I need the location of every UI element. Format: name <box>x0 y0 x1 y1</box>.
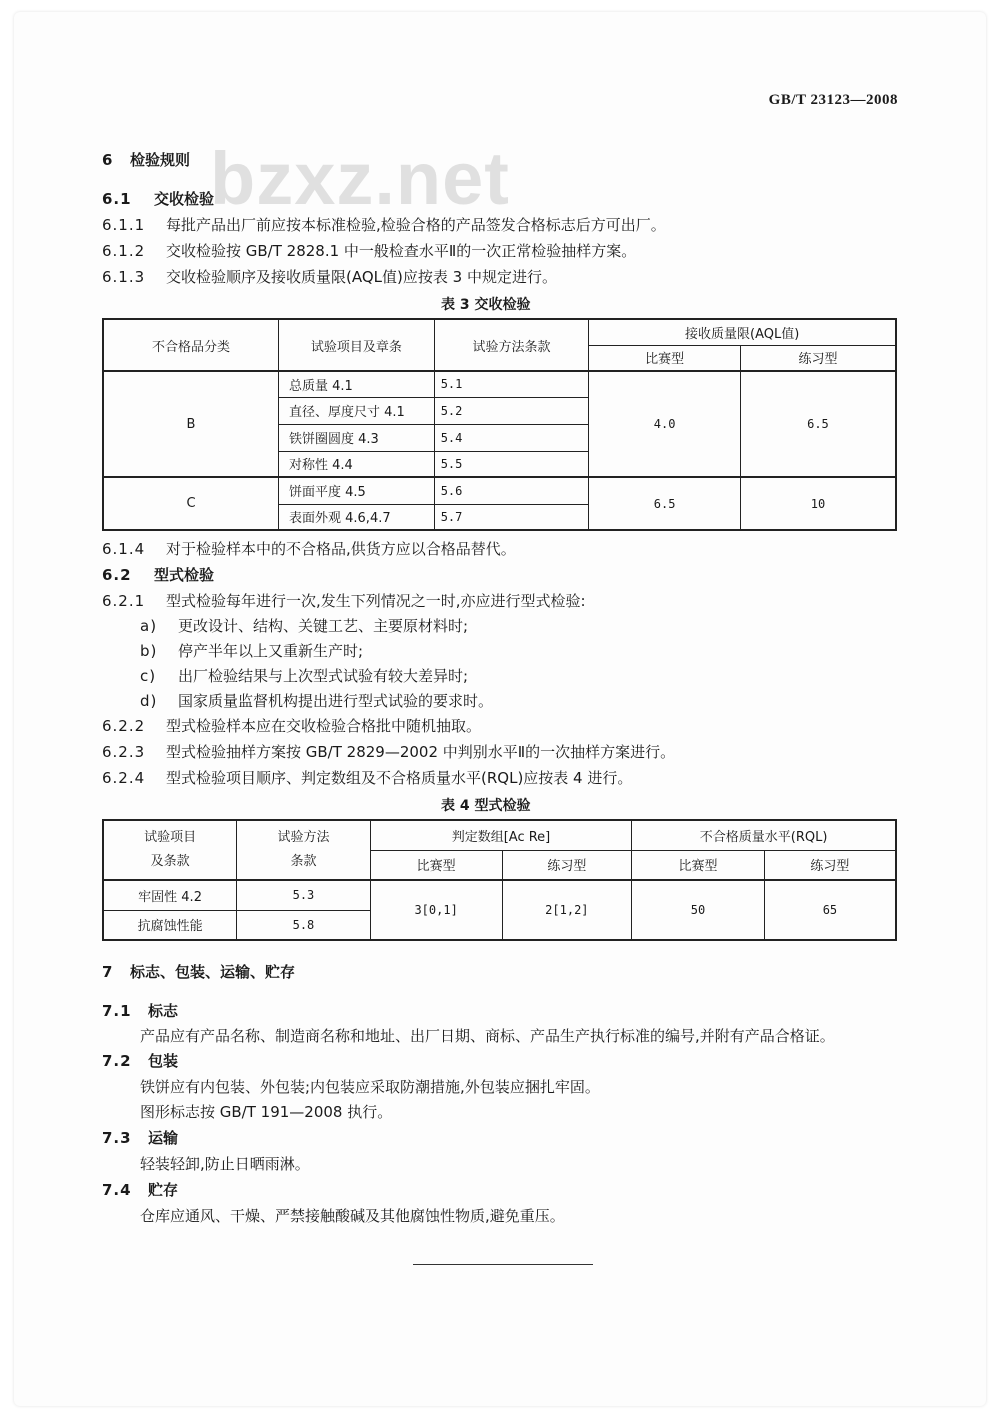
clause-number: 6.1.2 <box>102 242 146 260</box>
section-title: 运输 <box>148 1129 179 1147</box>
rql-competition-cell: 50 <box>632 880 765 940</box>
section-7-4-heading <box>102 1180 178 1200</box>
item-cell: 表面外观 4.6,4.7 <box>279 504 435 530</box>
header-category: 不合格品分类 <box>103 319 279 371</box>
clause-6-1-1 <box>102 215 666 235</box>
section-number: 7.3 <box>102 1129 132 1147</box>
method-cell: 5.5 <box>434 451 589 477</box>
header-method-line2: 条款 <box>290 854 317 869</box>
header-practice-rql: 练习型 <box>764 850 896 880</box>
clause-6-1-4 <box>102 539 516 559</box>
paragraph-7-4: 仓库应通风、干燥、严禁接触酸碱及其他腐蚀性物质,避免重压。 <box>140 1207 565 1225</box>
category-cell: B <box>103 371 279 477</box>
watermark: bzxz.net <box>210 137 510 220</box>
section-number: 7.2 <box>102 1052 132 1070</box>
method-cell: 5.8 <box>237 910 371 940</box>
paragraph-7-2-a: 铁饼应有内包装、外包装;内包装应采取防潮措施,外包装应捆扎牢固。 <box>140 1078 600 1096</box>
table-4 <box>102 819 897 941</box>
list-item-a <box>140 616 468 636</box>
method-cell: 5.7 <box>434 504 589 530</box>
rql-practice-cell: 65 <box>764 880 896 940</box>
header-rql: 不合格质量水平(RQL) <box>632 820 896 850</box>
list-text: 停产半年以上又重新生产时; <box>178 642 364 660</box>
section-number: 6.1 <box>102 190 132 208</box>
clause-text: 对于检验样本中的不合格品,供货方应以合格品替代。 <box>166 540 516 558</box>
clause-number: 6.1.1 <box>102 216 146 234</box>
section-7-2-heading <box>102 1051 178 1071</box>
aql-practice-cell: 10 <box>740 477 896 530</box>
paragraph-7-1: 产品应有产品名称、制造商名称和地址、出厂日期、商标、产品生产执行标准的编号,并附有产品合格证。 <box>140 1027 835 1045</box>
clause-6-1-3 <box>102 267 557 287</box>
clause-6-2-2 <box>102 716 481 736</box>
clause-6-2-1 <box>102 591 586 611</box>
list-text: 国家质量监督机构提出进行型式试验的要求时。 <box>178 692 494 710</box>
header-method <box>237 820 371 880</box>
item-cell: 直径、厚度尺寸 4.1 <box>279 397 435 424</box>
aql-competition-cell: 6.5 <box>589 477 741 530</box>
section-7-1-heading <box>102 1001 178 1021</box>
section-number: 7.4 <box>102 1181 132 1199</box>
category-cell: C <box>103 477 279 530</box>
standard-code: GB/T 23123—2008 <box>768 92 898 108</box>
section-7-heading <box>102 962 295 982</box>
clause-number: 6.2.2 <box>102 717 146 735</box>
clause-text: 型式检验项目顺序、判定数组及不合格质量水平(RQL)应按表 4 进行。 <box>166 769 633 787</box>
list-text: 更改设计、结构、关键工艺、主要原材料时; <box>178 617 469 635</box>
item-cell: 总质量 4.1 <box>279 371 435 397</box>
method-cell: 5.4 <box>434 424 589 451</box>
table-4-caption: 表 4 型式检验 <box>441 798 531 814</box>
clause-number: 6.2.1 <box>102 592 146 610</box>
section-title: 交收检验 <box>154 190 215 208</box>
list-item-b <box>140 641 363 661</box>
method-cell: 5.6 <box>434 477 589 504</box>
clause-6-2-3 <box>102 742 675 762</box>
section-number: 6.2 <box>102 566 132 584</box>
section-title: 贮存 <box>148 1181 179 1199</box>
header-item <box>103 820 237 880</box>
clause-6-2-4 <box>102 768 632 788</box>
section-number: 6 <box>102 151 114 169</box>
section-7-3-heading <box>102 1128 178 1148</box>
header-item: 试验项目及章条 <box>279 319 435 371</box>
item-cell: 饼面平度 4.5 <box>279 477 435 504</box>
clause-6-1-2 <box>102 241 636 261</box>
clause-number: 6.1.4 <box>102 540 146 558</box>
header-practice: 练习型 <box>740 345 896 371</box>
header-judgment: 判定数组[Ac Re] <box>370 820 631 850</box>
list-label: c) <box>140 667 157 685</box>
header-item-line2: 及条款 <box>150 854 190 869</box>
list-label: d) <box>140 692 158 710</box>
header-practice: 练习型 <box>502 850 632 880</box>
list-item-d <box>140 691 493 711</box>
section-title: 型式检验 <box>154 566 215 584</box>
section-title: 包装 <box>148 1052 179 1070</box>
header-item-line1: 试验项目 <box>144 830 197 845</box>
paragraph-7-3: 轻装轻卸,防止日晒雨淋。 <box>140 1155 310 1173</box>
section-6-2-heading <box>102 565 214 585</box>
header-method: 试验方法条款 <box>434 319 589 371</box>
clause-text: 型式检验抽样方案按 GB/T 2829—2002 中判别水平Ⅱ的一次抽样方案进行。 <box>166 743 676 761</box>
list-label: a) <box>140 617 158 635</box>
header-competition-rql: 比赛型 <box>632 850 765 880</box>
clause-text: 交收检验按 GB/T 2828.1 中一般检查水平Ⅱ的一次正常检验抽样方案。 <box>166 242 637 260</box>
header-method-line1: 试验方法 <box>277 830 330 845</box>
clause-number: 6.1.3 <box>102 268 146 286</box>
list-text: 出厂检验结果与上次型式试验有较大差异时; <box>178 667 469 685</box>
header-aql: 接收质量限(AQL值) <box>589 319 896 345</box>
method-cell: 5.2 <box>434 397 589 424</box>
judgment-competition-cell: 3[0,1] <box>370 880 502 940</box>
end-rule <box>413 1264 593 1265</box>
section-number: 7 <box>102 963 114 981</box>
list-item-c <box>140 666 468 686</box>
aql-competition-cell: 4.0 <box>589 371 741 477</box>
clause-number: 6.2.3 <box>102 743 146 761</box>
method-cell: 5.1 <box>434 371 589 397</box>
header-competition: 比赛型 <box>370 850 502 880</box>
item-cell: 牢固性 4.2 <box>103 880 237 910</box>
section-title: 标志、包装、运输、贮存 <box>130 963 296 981</box>
paragraph-7-2-b: 图形标志按 GB/T 191—2008 执行。 <box>140 1103 393 1121</box>
clause-text: 型式检验每年进行一次,发生下列情况之一时,亦应进行型式检验: <box>166 592 586 610</box>
table-3 <box>102 318 897 531</box>
list-label: b) <box>140 642 158 660</box>
clause-text: 交收检验顺序及接收质量限(AQL值)应按表 3 中规定进行。 <box>166 268 557 286</box>
section-6-1-heading <box>102 189 214 209</box>
section-number: 7.1 <box>102 1002 132 1020</box>
header-competition: 比赛型 <box>589 345 741 371</box>
clause-number: 6.2.4 <box>102 769 146 787</box>
clause-text: 每批产品出厂前应按本标准检验,检验合格的产品签发合格标志后方可出厂。 <box>166 216 666 234</box>
section-6-heading <box>102 150 190 170</box>
section-title: 标志 <box>148 1002 179 1020</box>
item-cell: 抗腐蚀性能 <box>103 910 237 940</box>
section-title: 检验规则 <box>130 151 191 169</box>
item-cell: 铁饼圈圆度 4.3 <box>279 424 435 451</box>
item-cell: 对称性 4.4 <box>279 451 435 477</box>
judgment-practice-cell: 2[1,2] <box>502 880 632 940</box>
method-cell: 5.3 <box>237 880 371 910</box>
table-3-caption: 表 3 交收检验 <box>441 297 531 313</box>
clause-text: 型式检验样本应在交收检验合格批中随机抽取。 <box>166 717 482 735</box>
aql-practice-cell: 6.5 <box>740 371 896 477</box>
